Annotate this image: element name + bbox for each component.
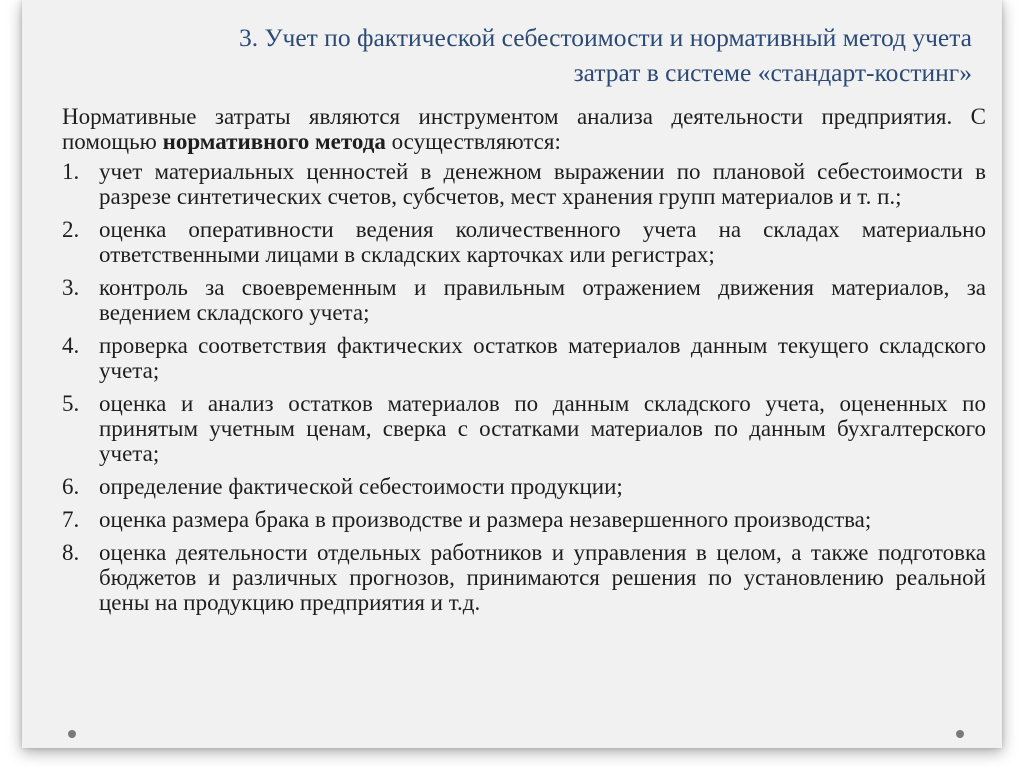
list-item xyxy=(62,159,986,209)
list-item-text: проверка соответствия фактических остатков материалов данным текущего складского учета; xyxy=(99,333,986,383)
list-item-text: учет материальных ценностей в денежном выражении по плановой себестоимости в разрезе синтетических счетов, субсчетов, мест хранения групп материалов и т. п.; xyxy=(99,159,986,209)
list-item-text: контроль за своевременным и правильным отражением движения материалов, за ведением складского учета; xyxy=(99,275,986,325)
numbered-list xyxy=(62,159,986,615)
intro-paragraph xyxy=(62,104,986,154)
list-item-number: 5. xyxy=(62,391,80,416)
list-item-number: 7. xyxy=(62,507,80,532)
list-item-number: 4. xyxy=(62,333,80,358)
list-item-number: 6. xyxy=(62,474,80,499)
list-item xyxy=(62,391,986,466)
list-item-text: оценка оперативности ведения количественного учета на складах материально ответственными лицами в складских карточках или регистрах; xyxy=(99,217,986,267)
list-item xyxy=(62,507,986,532)
slide-title-line-1: 3. Учет по фактической себестоимости и нормативный метод учета xyxy=(238,23,972,52)
list-item-number: 1. xyxy=(62,159,80,184)
list-item-number: 2. xyxy=(62,217,80,242)
list-item-text: оценка размера брака в производстве и размера незавершенного производства; xyxy=(99,507,872,532)
list-item xyxy=(62,217,986,267)
intro-text-start: Нормативные затраты являются инструментом анализа деятельности предприятия. С помощью xyxy=(62,104,986,154)
corner-dot-left-icon xyxy=(68,730,76,738)
corner-dot-right-icon xyxy=(956,730,964,738)
slide xyxy=(22,0,1002,748)
list-item-number: 8. xyxy=(62,540,80,565)
list-item-text: оценка деятельности отдельных работников и управления в целом, а также подготовка бюджетов и различных прогнозов, принимаются решения по установлению реальной цены на продукцию предприятия и т.д. xyxy=(99,540,986,615)
list-item xyxy=(62,540,986,615)
intro-text-end: осуществляются: xyxy=(385,129,561,154)
list-item xyxy=(62,275,986,325)
slide-content xyxy=(62,104,986,623)
slide-title xyxy=(42,20,972,90)
list-item-number: 3. xyxy=(62,275,80,300)
list-item xyxy=(62,333,986,383)
list-item xyxy=(62,474,986,499)
intro-bold-term: нормативного метода xyxy=(162,129,386,154)
list-item-text: определение фактической себестоимости продукции; xyxy=(99,474,623,499)
slide-title-line-2: затрат в системе «стандарт-костинг» xyxy=(573,58,972,87)
list-item-text: оценка и анализ остатков материалов по данным складского учета, оцененных по принятым учетным ценам, сверка с остатками материалов по данным бухгалтерского учета; xyxy=(99,391,986,466)
